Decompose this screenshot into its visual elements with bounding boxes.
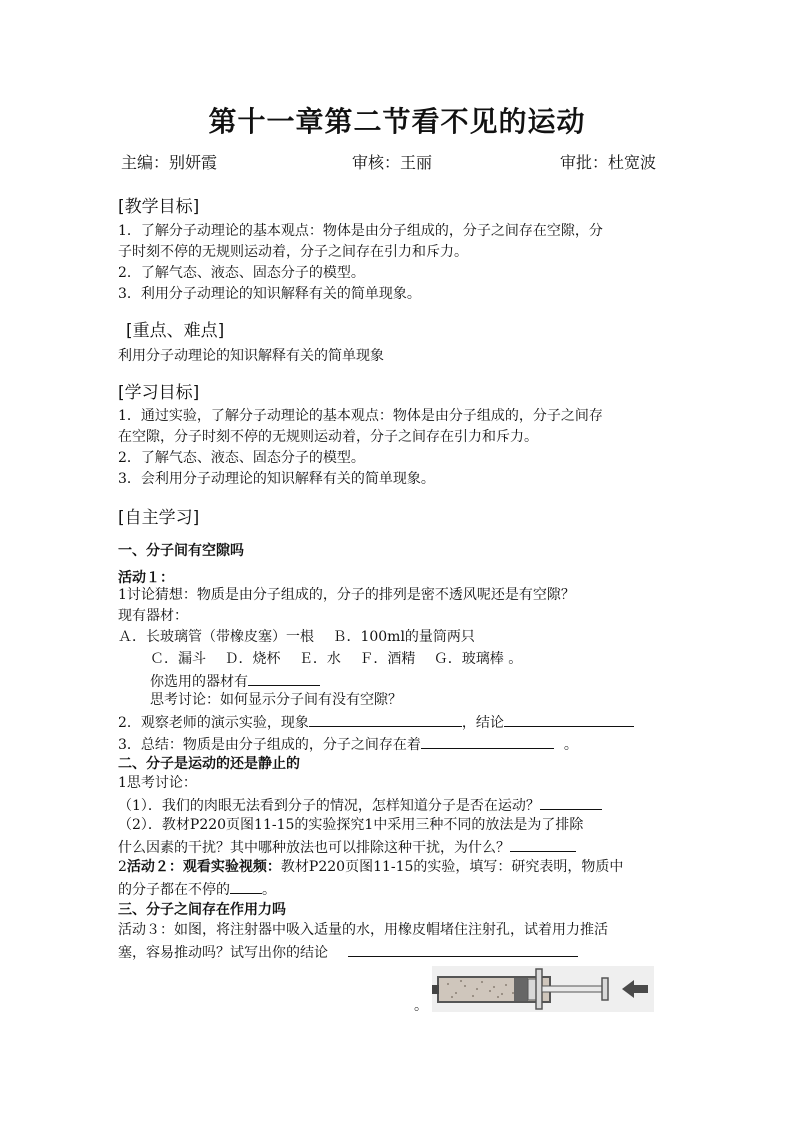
activity2-period: 。 <box>262 882 276 898</box>
question-2-line2 <box>118 836 576 859</box>
part1-title: 一、分子间有空隙吗 <box>118 543 244 559</box>
approver-label: 审批：杜宽波 <box>560 153 657 172</box>
activity3-blank[interactable] <box>348 941 578 957</box>
learning-goal-line: 3．会利用分子动理论的知识解释有关的简单现象。 <box>118 471 435 487</box>
key-points-heading: [重点、难点] <box>126 321 225 341</box>
summary-label: 3．总结：物质是由分子组成的，分子之间存在着 <box>118 737 421 753</box>
question-1 <box>118 794 602 817</box>
part2-title: 二、分子是运动的还是静止的 <box>118 756 300 772</box>
part3-title: 三、分子之间存在作用力吗 <box>118 902 286 918</box>
learning-goal-line: 1．通过实验，了解分子动理论的基本观点：物体是由分子组成的，分子之间存 <box>118 408 603 424</box>
summary-blank[interactable] <box>421 733 554 749</box>
part1-line: 1讨论猜想：物质是由分子组成的，分子的排列是密不透风呢还是有空隙？ <box>118 587 575 603</box>
think-label: 1思考讨论： <box>118 775 197 791</box>
equipment-line-2: Ｃ．漏斗 Ｄ．烧杯 Ｅ．水 Ｆ．酒精 Ｇ．玻璃棒 。 <box>150 651 523 667</box>
phenomenon-blank[interactable] <box>309 711 462 727</box>
teaching-goal-line: 子时刻不停的无规则运动着，分子之间存在引力和斥力。 <box>118 244 468 260</box>
activity3-line2 <box>118 941 578 964</box>
summary-period: 。 <box>563 737 578 753</box>
teaching-goals-heading: [教学目标] <box>118 197 200 217</box>
activity3-period: 。 <box>414 998 428 1014</box>
chosen-equipment-label: 你选用的器材有 <box>150 674 248 690</box>
activity2-number: 2 <box>118 859 127 875</box>
activity3-line1: 活动３：如图，将注射器中吸入适量的水，用橡皮帽堵住注射孔，试着用力推活 <box>118 922 608 938</box>
activity2-line2-text: 的分子都在不停的 <box>118 882 230 898</box>
teaching-goal-line: 1．了解分子动理论的基本观点：物体是由分子组成的，分子之间存在空隙，分 <box>118 223 603 239</box>
learning-goal-line: 在空隙，分子时刻不停的无规则运动着，分子之间存在引力和斥力。 <box>118 429 538 445</box>
question-1-text: （1）．我们的肉眼无法看到分子的情况，怎样知道分子是否在运动？ <box>118 798 540 814</box>
question-2-line1: （2）．教材P220页图11-15的实验探究1中采用三种不同的放法是为了排除 <box>118 817 584 833</box>
chosen-equipment-blank[interactable] <box>248 670 320 686</box>
activity2-line2 <box>118 878 276 901</box>
observe-line <box>118 711 634 734</box>
activity3-line2-text: 塞，容易推动吗？试写出你的结论 <box>118 945 328 961</box>
learning-goals-heading: [学习目标] <box>118 383 200 403</box>
activity2-blank[interactable] <box>230 878 262 894</box>
question-1-blank[interactable] <box>540 794 602 810</box>
reviewer-label: 审核：王丽 <box>352 153 433 172</box>
question-2-blank[interactable] <box>510 836 576 852</box>
part1-line: 现有器材： <box>118 608 188 624</box>
conclusion-label: ，结论 <box>461 715 504 731</box>
question-2-text: 什么因素的干扰？其中哪种放法也可以排除这种干扰，为什么？ <box>118 840 510 856</box>
page-title: 第十一章第二节看不见的运动 <box>208 105 586 138</box>
syringe-illustration <box>432 966 654 1012</box>
teaching-goal-line: 2．了解气态、液态、固态分子的模型。 <box>118 265 365 281</box>
observe-label: 2．观察老师的演示实验，现象 <box>118 715 309 731</box>
activity2-label: 活动２：观看实验视频： <box>126 859 281 875</box>
key-points-text: 利用分子动理论的知识解释有关的简单现象 <box>118 348 384 364</box>
learning-goal-line: 2．了解气态、液态、固态分子的模型。 <box>118 450 365 466</box>
equipment-line-1: Ａ．长玻璃管（带橡皮塞）一根 Ｂ．100ml的量筒两只 <box>118 629 475 645</box>
activity1-label: 活动１： <box>118 570 174 586</box>
think-discussion: 思考讨论：如何显示分子间有没有空隙？ <box>150 692 402 708</box>
activity2-text: 教材P220页图11-15的实验，填写：研究表明，物质中 <box>280 859 624 875</box>
editor-label: 主编：别妍霞 <box>121 153 218 172</box>
activity2-line <box>118 857 623 878</box>
conclusion-blank[interactable] <box>504 711 634 727</box>
self-study-heading: [自主学习] <box>118 508 200 528</box>
teaching-goal-line: 3．利用分子动理论的知识解释有关的简单现象。 <box>118 286 421 302</box>
